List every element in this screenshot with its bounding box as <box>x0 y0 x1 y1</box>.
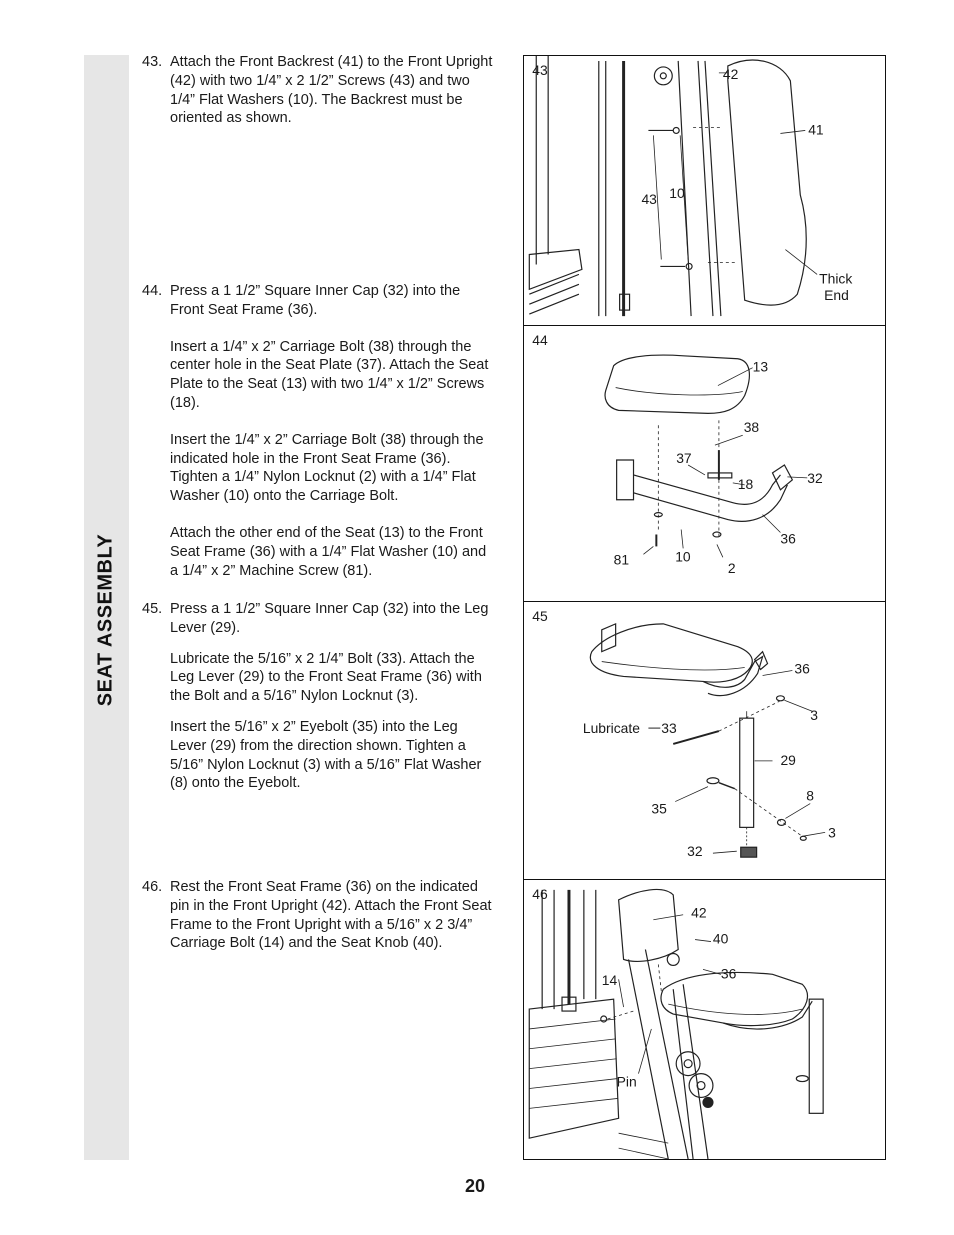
figure-number: 44 <box>532 331 548 348</box>
callout-14: 14 <box>601 972 618 989</box>
step-paragraph: Insert the 5/16” x 2” Eyebolt (35) into the Leg Lever (29) from the direction shown. Tighten a 5/16” Nylon Locknut (3) with a 5/16” Flat Washer (8) onto the Eyebolt. <box>170 718 482 792</box>
backrest <box>619 889 679 961</box>
step-number: 46. <box>142 879 163 895</box>
figure-number: 43 <box>532 61 548 78</box>
seat-pad <box>605 355 749 413</box>
callout-lines <box>719 73 817 275</box>
callout-32: 32 <box>807 469 823 486</box>
step-paragraph: Insert a 1/4” x 2” Carriage Bolt (38) through the center hole in the Seat Plate (37). Attach the Seat Plate to the Seat (13) with two 1/4” x 1/2” Screws (18). <box>170 338 489 411</box>
carriage-bolt-14 <box>601 1016 607 1022</box>
weight-plate-lines <box>529 1019 617 1108</box>
step-number: 45. <box>142 601 163 617</box>
callout-38: 38 <box>743 419 760 436</box>
locknut-3-upper <box>776 696 784 701</box>
callout-29: 29 <box>780 751 796 768</box>
pulley-icon <box>654 67 672 85</box>
callout-33: 33 <box>661 720 677 737</box>
callout-42: 42 <box>722 65 739 82</box>
section-title: SEAT ASSEMBLY <box>94 533 117 707</box>
callout-37: 37 <box>676 450 692 467</box>
seat-contour <box>616 388 743 395</box>
figure-44-illustration <box>524 326 885 601</box>
step-paragraph: Press a 1 1/2” Square Inner Cap (32) into the Front Seat Frame (36). <box>170 283 461 318</box>
callout-8: 8 <box>806 787 814 804</box>
step-paragraph: Press a 1 1/2” Square Inner Cap (32) into the Leg Lever (29). <box>170 601 489 636</box>
step-paragraph: Insert the 1/4” x 2” Carriage Bolt (38) through the indicated hole in the Front Seat Frame (36). Tighten a 1/4” Nylon Locknut (2) with a 1/4” Flat Washer (10) onto the Carriage Bolt. <box>170 431 484 505</box>
mounting-bracket <box>617 460 634 500</box>
inner-cap-32 <box>741 847 757 857</box>
callout-13: 13 <box>752 358 769 375</box>
figure-number: 45 <box>532 607 548 624</box>
seat-knob-40 <box>667 953 679 965</box>
figure-45-illustration <box>524 602 885 879</box>
page-number: 20 <box>465 1176 486 1196</box>
pulley-hub <box>660 73 666 79</box>
step-45 <box>142 600 497 793</box>
step-46 <box>142 878 497 953</box>
figure-46 <box>523 879 886 1160</box>
callout-lines <box>675 671 825 854</box>
callout-81: 81 <box>613 551 630 568</box>
front-seat-frame <box>703 657 763 696</box>
callout-thick: Thick <box>819 270 853 287</box>
callout-42: 42 <box>691 904 707 921</box>
callout-lines <box>619 915 721 1074</box>
seat-pad <box>590 624 752 682</box>
front-backrest <box>728 60 806 305</box>
step-paragraph: Lubricate the 5/16” x 2 1/4” Bolt (33). Attach the Leg Lever (29) to the Front Seat Frame (36) with the Bolt and a 5/16” Nylon Locknut (3). <box>170 650 482 705</box>
bolt-axis <box>719 701 780 731</box>
step-paragraph: Attach the other end of the Seat (13) to the Front Seat Frame (36) with a 1/4” Flat Washer (10) and a 1/4” x 2” Machine Screw (81). <box>170 524 487 579</box>
figure-44 <box>523 325 886 602</box>
pulley-left <box>676 1052 700 1076</box>
figure-number: 46 <box>532 885 548 902</box>
eyebolt-35-eye <box>707 778 719 784</box>
step-43 <box>142 53 497 128</box>
assembly-axis <box>658 420 719 539</box>
pulley-right <box>689 1074 713 1098</box>
step-paragraph: Rest the Front Seat Frame (36) on the indicated pin in the Front Upright (42). Attach the Front Seat Frame to the Front Upright with a 5/16” x 2 3/4” Carriage Bolt (14) and the Seat Knob (40). <box>170 879 492 952</box>
callout-3-upper: 3 <box>810 707 818 724</box>
callout-36: 36 <box>720 965 737 982</box>
callout-36: 36 <box>780 530 796 547</box>
step-44 <box>142 282 497 580</box>
callout-36: 36 <box>794 660 810 677</box>
bolt-33 <box>673 731 719 744</box>
callout-3-lower: 3 <box>828 824 836 841</box>
callout-10: 10 <box>675 548 691 565</box>
callout-lubricate: Lubricate <box>582 720 640 737</box>
knob-axis <box>658 964 661 991</box>
alignment-lines <box>693 127 738 262</box>
figure-46-illustration <box>524 880 885 1159</box>
leg-lever-29 <box>740 718 754 827</box>
eyebolt-axis <box>735 789 803 837</box>
figure-43 <box>523 55 886 326</box>
step-number: 44. <box>142 283 163 299</box>
figure-43-illustration <box>524 56 885 325</box>
bolt-axis <box>608 1011 634 1019</box>
callout-pin: Pin <box>616 1073 637 1090</box>
eyebolt <box>796 1076 808 1082</box>
callout-35: 35 <box>651 800 667 817</box>
callout-18: 18 <box>737 475 754 492</box>
pop-pin-knob <box>703 1097 713 1107</box>
callout-2: 2 <box>727 560 736 577</box>
washer-10-upper <box>673 127 679 133</box>
seat-contour <box>602 662 745 670</box>
callout-10: 10 <box>669 184 685 201</box>
base-frame <box>619 1133 669 1159</box>
seat-contour <box>668 1004 802 1014</box>
washer-8 <box>777 819 785 825</box>
pulley-left-hub <box>684 1060 692 1068</box>
locknut-2 <box>713 532 721 537</box>
step-number: 43. <box>142 54 163 70</box>
front-seat-frame-top <box>634 475 781 504</box>
pulley-right-hub <box>697 1082 705 1090</box>
leg-lever <box>809 999 823 1113</box>
guide-rod <box>536 56 548 264</box>
eyebolt-35-shank <box>719 783 735 789</box>
callout-32: 32 <box>687 843 703 860</box>
callout-40: 40 <box>712 930 729 947</box>
callout-43: 43 <box>641 190 657 207</box>
figure-45 <box>523 601 886 880</box>
callout-end: End <box>824 287 849 304</box>
upright-rail <box>599 61 606 316</box>
callout-lines <box>643 368 807 558</box>
callout-41: 41 <box>808 121 824 138</box>
step-paragraph: Attach the Front Backrest (41) to the Front Upright (42) with two 1/4” x 2 1/2” Screws (43) and two 1/4” Flat Washers (10). The Backrest must be oriented as shown. <box>170 54 493 127</box>
locknut-3-lower <box>800 836 806 840</box>
